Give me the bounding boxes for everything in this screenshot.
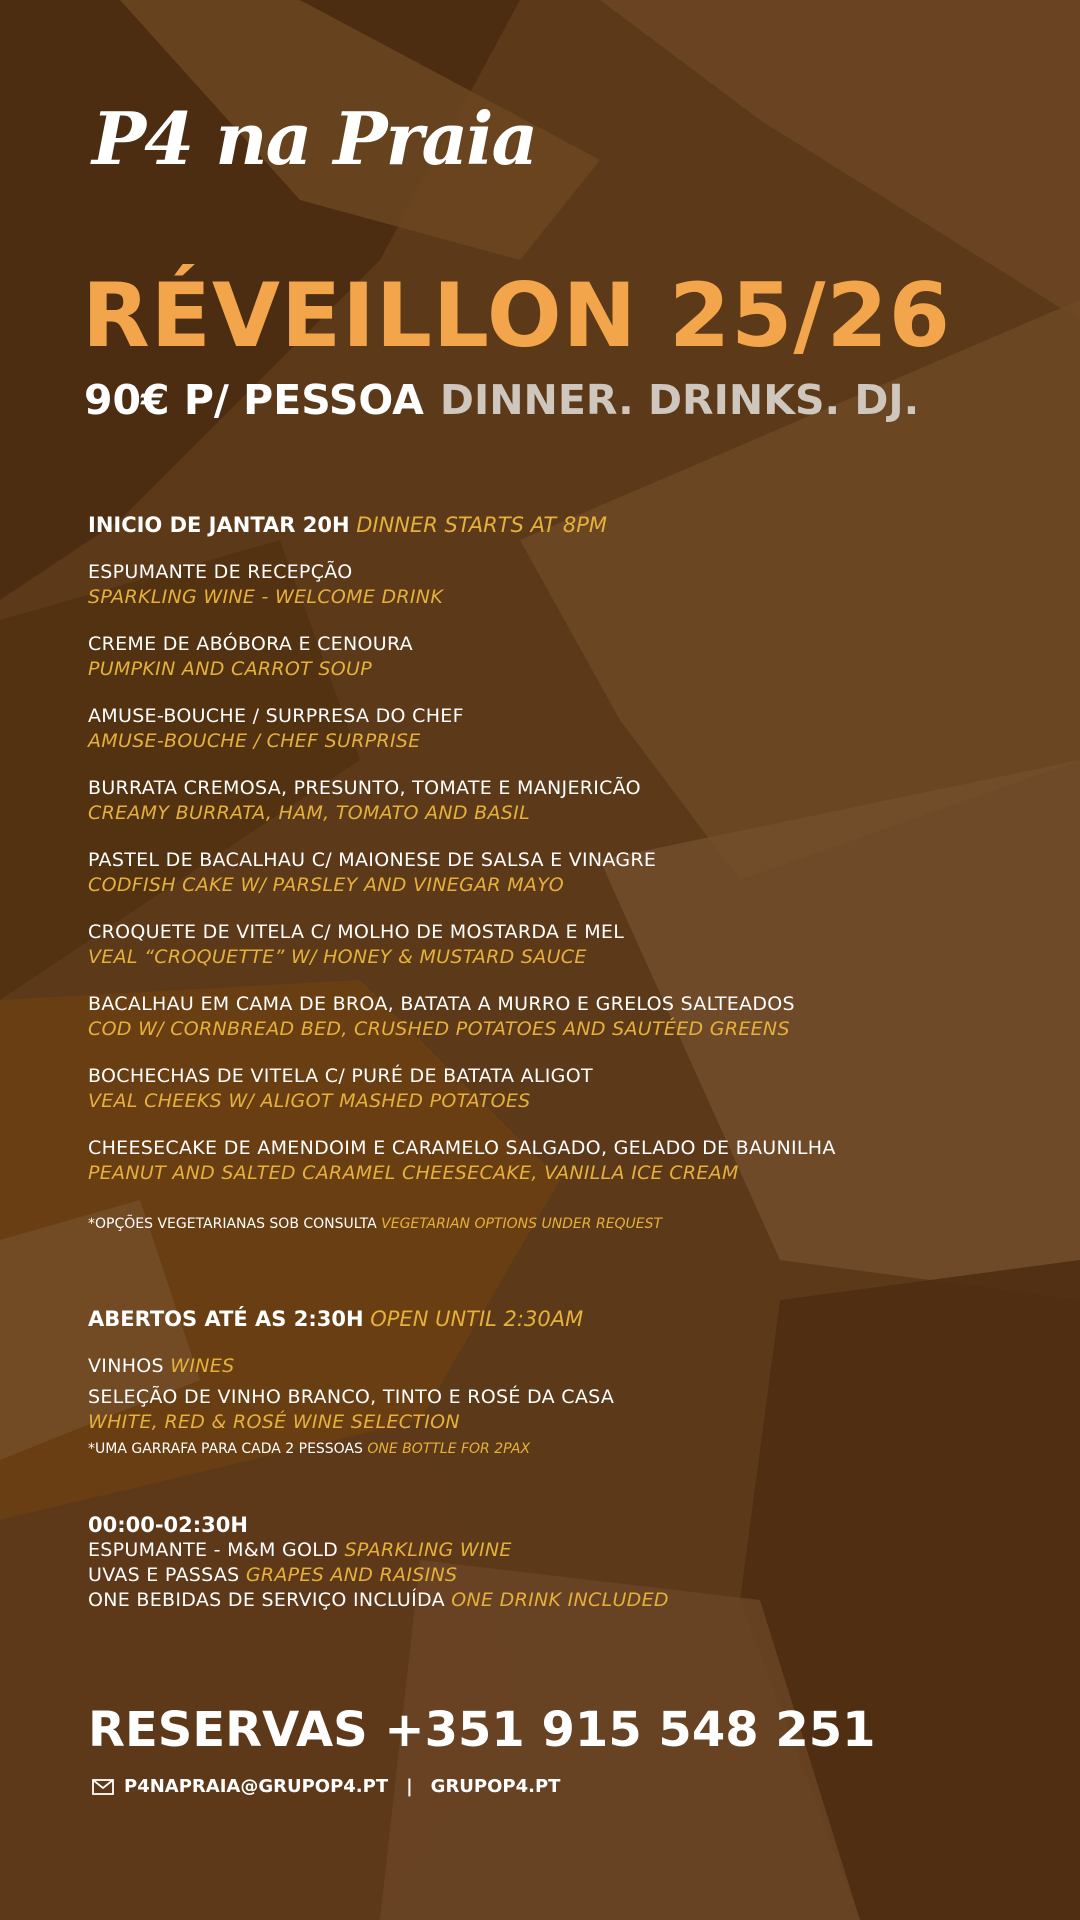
menu-course	[88, 1064, 1048, 1114]
contact-separator: |	[406, 1776, 413, 1797]
dinner-menu	[88, 512, 1048, 1234]
course-name-pt: BACALHAU EM CAMA DE BROA, BATATA A MURRO E GRELOS SALTEADOS	[88, 993, 795, 1015]
wines-label-en: WINES	[170, 1355, 235, 1377]
menu-course	[88, 776, 1048, 826]
vegetarian-note-en: VEGETARIAN OPTIONS UNDER REQUEST	[381, 1216, 663, 1232]
reservations-phone[interactable]: RESERVAS +351 915 548 251	[88, 1702, 876, 1758]
bottle-note-en: ONE BOTTLE FOR 2PAX	[367, 1441, 531, 1457]
course-name-pt: PASTEL DE BACALHAU C/ MAIONESE DE SALSA E VINAGRE	[88, 849, 657, 871]
menu-course	[88, 920, 1048, 970]
contact-line	[92, 1776, 560, 1797]
menu-course	[88, 560, 1048, 610]
menu-course	[88, 632, 1048, 682]
vegetarian-note	[88, 1214, 1048, 1234]
midnight-item	[88, 1538, 1048, 1563]
bottle-note-pt: *UMA GARRAFA PARA CADA 2 PESSOAS	[88, 1441, 363, 1457]
midnight-time: 00:00-02:30H	[88, 1513, 248, 1537]
vegetarian-note-pt: *OPÇÕES VEGETARIANAS SOB CONSULTA	[88, 1216, 377, 1232]
midnight-item-pt: UVAS E PASSAS	[88, 1564, 240, 1586]
drinks-section	[88, 1306, 1048, 1459]
course-name-pt: CHEESECAKE DE AMENDOIM E CARAMELO SALGADO, GELADO DE BAUNILHA	[88, 1137, 836, 1159]
email-link[interactable]: P4NAPRAIA@GRUPOP4.PT	[124, 1776, 389, 1797]
course-name-pt: CROQUETE DE VITELA C/ MOLHO DE MOSTARDA E MEL	[88, 921, 625, 943]
menu-course	[88, 1136, 1048, 1186]
midnight-item-en: SPARKLING WINE	[344, 1539, 512, 1561]
dinner-heading-en: DINNER STARTS AT 8PM	[356, 513, 608, 537]
midnight-item-pt: ONE BEBIDAS DE SERVIÇO INCLUÍDA	[88, 1589, 445, 1611]
midnight-item-en: ONE DRINK INCLUDED	[451, 1589, 669, 1611]
price-line	[84, 376, 920, 424]
course-name-en: SPARKLING WINE - WELCOME DRINK	[88, 586, 444, 608]
menu-course	[88, 704, 1048, 754]
drinks-heading-en: OPEN UNTIL 2:30AM	[370, 1307, 584, 1331]
midnight-item-pt: ESPUMANTE - M&M GOLD	[88, 1539, 339, 1561]
course-name-en: CREAMY BURRATA, HAM, TOMATO AND BASIL	[88, 802, 530, 824]
bottle-note	[88, 1439, 1048, 1459]
envelope-icon	[92, 1779, 114, 1795]
drinks-heading-pt: ABERTOS ATÉ AS 2:30H	[88, 1307, 364, 1331]
course-name-pt: ESPUMANTE DE RECEPÇÃO	[88, 561, 353, 583]
event-title: RÉVEILLON 25/26	[82, 264, 952, 367]
midnight-item-en: GRAPES AND RAISINS	[245, 1564, 458, 1586]
dinner-heading-pt: INICIO DE JANTAR 20H	[88, 513, 350, 537]
brand-logo: P4 na Praia	[92, 96, 537, 181]
website-link[interactable]: GRUPOP4.PT	[430, 1776, 561, 1797]
course-name-en: PEANUT AND SALTED CARAMEL CHEESECAKE, VANILLA ICE CREAM	[88, 1162, 739, 1184]
course-name-en: PUMPKIN AND CARROT SOUP	[88, 658, 372, 680]
course-name-pt: CREME DE ABÓBORA E CENOURA	[88, 633, 413, 655]
event-tagline: DINNER. DRINKS. DJ.	[439, 376, 920, 424]
course-name-en: CODFISH CAKE W/ PARSLEY AND VINEGAR MAYO	[88, 874, 565, 896]
wine-selection-en-text: WHITE, RED & ROSÉ WINE SELECTION	[88, 1411, 460, 1433]
menu-course	[88, 992, 1048, 1042]
midnight-item	[88, 1563, 1048, 1588]
course-name-en: VEAL “CROQUETTE” W/ HONEY & MUSTARD SAUCE	[88, 946, 587, 968]
midnight-section	[88, 1512, 1048, 1613]
midnight-item	[88, 1588, 1048, 1613]
dinner-heading	[88, 512, 1048, 538]
course-name-en: VEAL CHEEKS W/ ALIGOT MASHED POTATOES	[88, 1090, 531, 1112]
course-name-en: COD W/ CORNBREAD BED, CRUSHED POTATOES AND SAUTÉED GREENS	[88, 1018, 790, 1040]
course-name-pt: AMUSE-BOUCHE / SURPRESA DO CHEF	[88, 705, 464, 727]
course-name-pt: BURRATA CREMOSA, PRESUNTO, TOMATE E MANJERICÃO	[88, 777, 641, 799]
wine-selection-en	[88, 1410, 1048, 1435]
course-name-en: AMUSE-BOUCHE / CHEF SURPRISE	[88, 730, 421, 752]
wines-label-pt: VINHOS	[88, 1355, 164, 1377]
course-name-pt: BOCHECHAS DE VITELA C/ PURÉ DE BATATA ALIGOT	[88, 1065, 593, 1087]
price-per-person: 90€ P/ PESSOA	[84, 376, 424, 424]
drinks-heading	[88, 1306, 1048, 1332]
wines-label	[88, 1354, 1048, 1379]
wine-selection-pt: SELEÇÃO DE VINHO BRANCO, TINTO E ROSÉ DA CASA	[88, 1386, 615, 1408]
menu-course	[88, 848, 1048, 898]
